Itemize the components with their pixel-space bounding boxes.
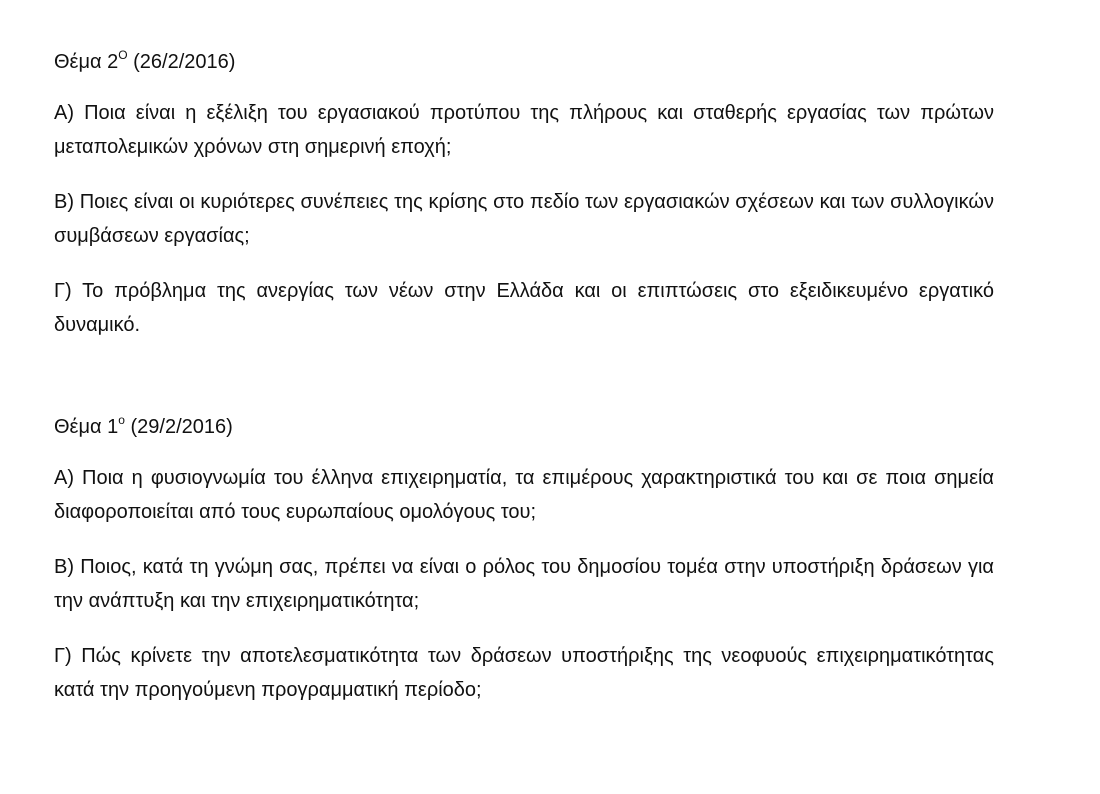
question-b: B) Ποιος, κατά τη γνώμη σας, πρέπει να είναι ο ρόλος του δημοσίου τομέα στην υποστήριξη δράσεων για την ανάπτυξη και την επιχειρηματικότητα; xyxy=(54,556,994,612)
heading-superscript: O xyxy=(118,48,128,62)
heading-prefix: Θέμα 2 xyxy=(54,51,119,73)
question-c: Γ) Πώς κρίνετε την αποτελεσματικότητα των δράσεων υποστήριξης της νεοφυούς επιχειρηματικότητας κατά την προηγούμενη προγραμματική περίοδο; xyxy=(54,645,994,701)
question-b: B) Ποιες είναι οι κυριότερες συνέπειες της κρίσης στο πεδίο των εργασιακών σχέσεων και των συλλογικών συμβάσεων εργασίας; xyxy=(54,191,994,247)
section-heading-theme-1 xyxy=(54,409,994,445)
section-heading-theme-2 xyxy=(54,44,994,80)
document-page xyxy=(54,44,994,728)
heading-date: (29/2/2016) xyxy=(124,416,233,438)
heading-superscript: o xyxy=(118,413,125,427)
question-c: Γ) Το πρόβλημα της ανεργίας των νέων στην Ελλάδα και οι επιπτώσεις στο εξειδικευμένο εργατικό δυναμικό. xyxy=(54,280,994,336)
question-a: A) Ποια η φυσιογνωμία του έλληνα επιχειρηματία, τα επιμέρους χαρακτηριστικά του και σε ποια σημεία διαφοροποιείται από τους ευρωπαίους ομολόγους του; xyxy=(54,467,994,523)
section-spacer xyxy=(54,363,994,409)
heading-date: (26/2/2016) xyxy=(127,51,236,73)
question-a: A) Ποια είναι η εξέλιξη του εργασιακού προτύπου της πλήρους και σταθερής εργασίας των πρώτων μεταπολεμικών χρόνων στη σημερινή εποχή; xyxy=(54,102,994,158)
heading-prefix: Θέμα 1 xyxy=(54,416,119,438)
